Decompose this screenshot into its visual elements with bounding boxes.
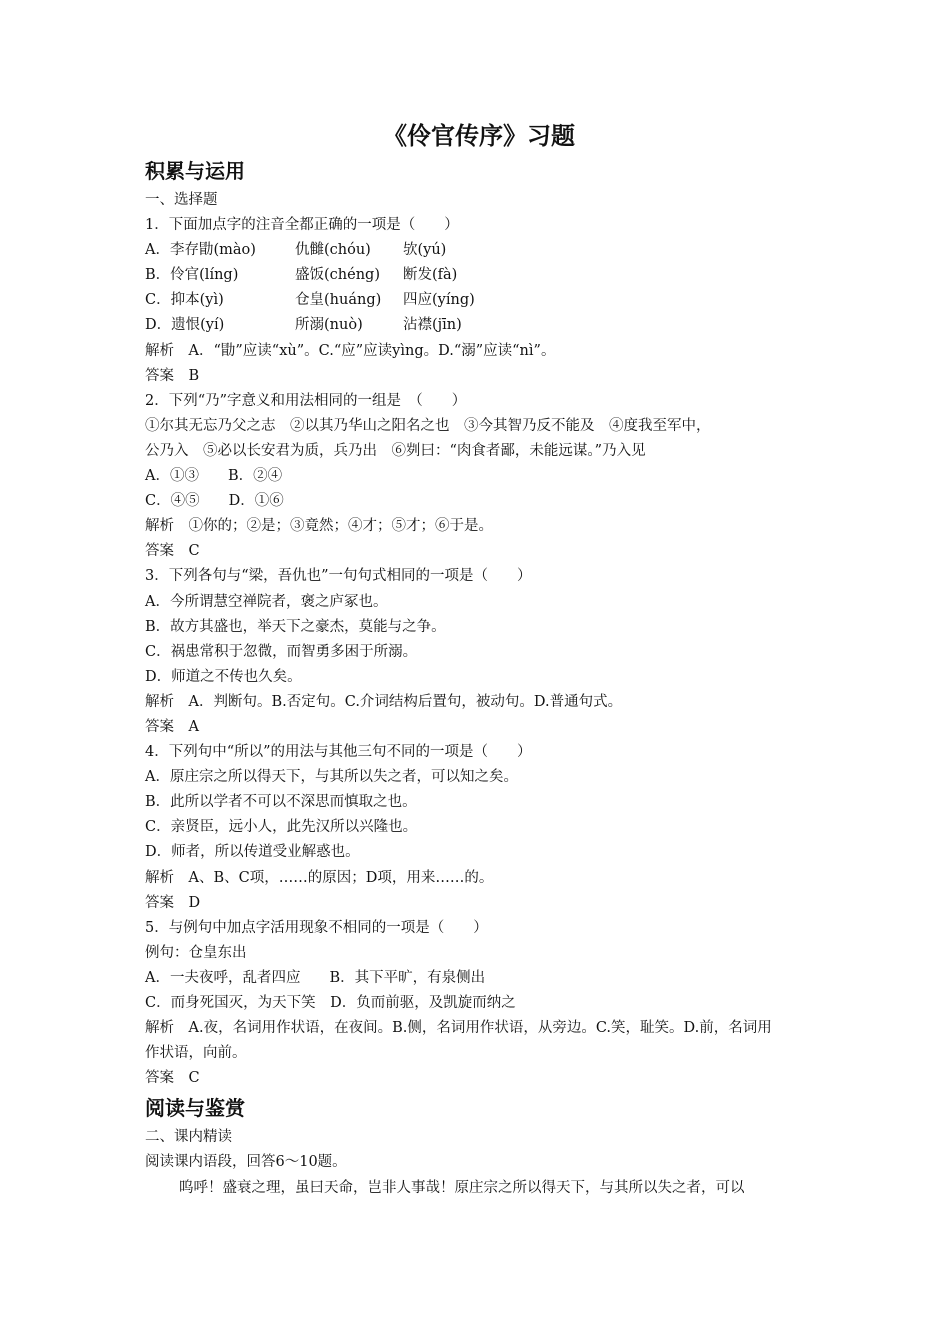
question-3-stem: 3．下列各句与“梁，吾仇也”一句句式相同的一项是（ ） xyxy=(145,568,532,585)
question-2-items-line-1: ①尔其无忘乃父之志 ②以其乃华山之阳名之也 ③今其智乃反不能及 ④度我至军中， xyxy=(145,417,711,434)
question-3-option-c: C．祸患常积于忽微，而智勇多困于所溺。 xyxy=(145,643,418,660)
question-5-analysis-line-2: 作状语，向前。 xyxy=(145,1045,247,1062)
question-4-answer: 答案 D xyxy=(145,894,201,911)
question-1-option-a: A．李存勖(mào) 仇雠(chóu) 欤(yú) xyxy=(145,242,447,259)
question-4-option-c: C．亲贤臣，远小人，此先汉所以兴隆也。 xyxy=(145,819,418,836)
question-5-answer: 答案 C xyxy=(145,1070,200,1087)
question-3-option-a: A．今所谓慧空禅院者，褒之庐冢也。 xyxy=(145,593,388,610)
question-2-options-ab: A．①③ B．②④ xyxy=(145,468,283,485)
question-5-options-cd: C．而身死国灭，为天下笑 D．负而前驱，及凯旋而纳之 xyxy=(145,995,516,1011)
document-page xyxy=(145,118,813,1201)
page-title: 《伶官传序》习题 xyxy=(383,122,575,150)
question-3-answer: 答案 A xyxy=(145,718,199,735)
question-1-option-c: C．抑本(yì) 仓皇(huáng) 四应(yíng) xyxy=(145,292,475,309)
reading-intro: 阅读课内语段，回答6～10题。 xyxy=(145,1154,347,1171)
question-4-analysis: 解析 A、B、C项，……的原因；D项，用来……的。 xyxy=(145,869,494,886)
part-heading-2: 二、课内精读 xyxy=(145,1129,232,1146)
question-4-option-a: A．原庄宗之所以得天下，与其所以失之者，可以知之矣。 xyxy=(145,769,518,786)
question-3-option-d: D．师道之不传也久矣。 xyxy=(145,668,302,685)
part-heading-1: 一、选择题 xyxy=(145,192,218,208)
question-4-option-d: D．师者，所以传道受业解惑也。 xyxy=(145,844,360,861)
question-1-stem: 1．下面加点字的注音全都正确的一项是（ ） xyxy=(145,217,459,234)
question-3-analysis: 解析 A．判断句。B.否定句。C.介词结构后置句，被动句。D.普通句式。 xyxy=(145,693,623,710)
question-4-option-b: B．此所以学者不可以不深思而慎取之也。 xyxy=(145,794,417,811)
question-5-analysis-line-1: 解析 A.夜，名词用作状语，在夜间。B.侧，名词用作状语，从旁边。C.笑，耻笑。D.前，名词用 xyxy=(145,1020,772,1037)
question-3-option-b: B．故方其盛也，举天下之豪杰，莫能与之争。 xyxy=(145,618,446,635)
question-2-options-cd: C．④⑤ D．①⑥ xyxy=(145,493,284,510)
question-2-answer: 答案 C xyxy=(145,543,200,560)
question-2-stem: 2．下列“乃”字意义和用法相同的一组是 （ ） xyxy=(145,392,467,409)
passage-paragraph: 呜呼！盛衰之理，虽曰天命，岂非人事哉！原庄宗之所以得天下，与其所以失之者，可以 xyxy=(179,1179,745,1196)
question-4-stem: 4．下列句中“所以”的用法与其他三句不同的一项是（ ） xyxy=(145,744,532,761)
question-2-items-line-2: 公乃入 ⑤必以长安君为质，兵乃出 ⑥刿曰：“肉食者鄙，未能远谋。”乃入见 xyxy=(145,442,646,459)
question-1-option-b: B．伶官(líng) 盛饭(chéng) 断发(fà) xyxy=(145,267,458,284)
question-1-answer: 答案 B xyxy=(145,367,200,384)
question-5-stem: 5．与例句中加点字活用现象不相同的一项是（ ） xyxy=(145,919,488,936)
section-heading-2: 阅读与鉴赏 xyxy=(145,1096,245,1121)
question-5-options-ab: A．一夫夜呼，乱者四应 B．其下平旷，有泉侧出 xyxy=(145,969,486,986)
question-1-option-d: D．遗恨(yí) 所溺(nuò) 沾襟(jīn) xyxy=(145,317,462,334)
question-5-example: 例句：仓皇东出 xyxy=(145,944,247,961)
question-2-analysis: 解析 ①你的；②是；③竟然；④才；⑤才；⑥于是。 xyxy=(145,518,493,535)
question-1-analysis: 解析 A．“勖”应读“xù”。C.“应”应读yìng。D.“溺”应读“nì”。 xyxy=(145,342,556,359)
section-heading-1: 积累与运用 xyxy=(145,159,245,183)
